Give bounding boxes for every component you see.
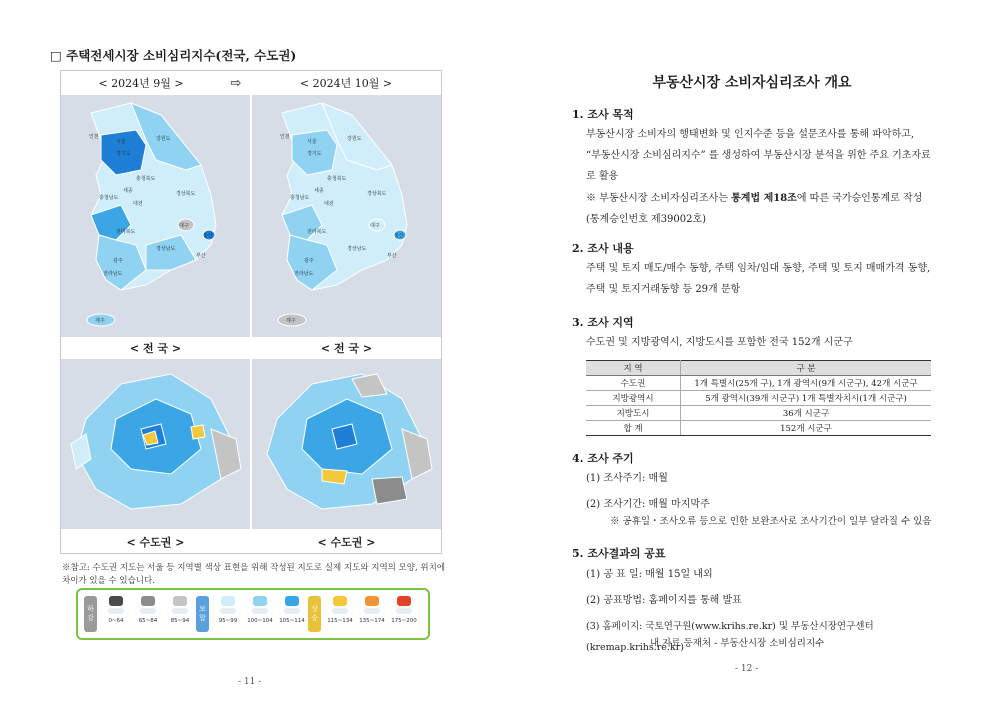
legend-swatch: [246, 596, 274, 624]
section-body-purpose: 부동산시장 소비자의 행태변화 및 인지수준 등을 설문조사를 통해 파악하고, “부동산시장 소비심리지수” 를 생성하여 부동산시장 분석을 위한 주요 기초자료로 활용: [586, 129, 931, 182]
legend-group-tag: 하 강: [84, 596, 97, 632]
section-body-region: 수도권 및 지방광역시, 지방도시를 포함한 전국 152개 시군구: [586, 337, 853, 348]
map-label-gyeongbuk: 경상북도: [176, 191, 196, 197]
section-heading-publication: 5. 조사결과의 공표: [572, 547, 666, 560]
legend-range-label: 65~84: [138, 618, 158, 624]
table-cell: 합 계: [586, 421, 681, 436]
map-label-gyeongbuk: 경상북도: [367, 191, 387, 197]
table-cell: 수도권: [586, 376, 681, 391]
map-label-incheon: 인천: [280, 134, 290, 140]
note-text-suffix: 에 따른 국가승인통계로 작성 (통계승인번호 제39002호): [586, 193, 923, 225]
caption-national-september: < 전 국 >: [61, 337, 250, 359]
map-label-seoul: 서울: [116, 139, 126, 145]
section-body-content: 주택 및 토지 매도/매수 동향, 주택 임차/임대 동향, 주택 및 토지 매매가격 동향, 주택 및 토지거래동향 등 29개 문항: [586, 263, 931, 295]
cloud-icon: [364, 608, 380, 614]
cycle-item-2: (2) 조사기간: 매월 마지막주: [586, 499, 710, 510]
legend-swatch: [134, 596, 162, 624]
legend-range-label: 0~64: [108, 618, 124, 624]
legend-swatch: [326, 596, 354, 624]
legend-range-label: 175~200: [391, 618, 417, 624]
caption-capital-september: < 수도권 >: [61, 531, 250, 553]
note-text-prefix: ※ 부동산시장 소비자심리조사는: [586, 193, 732, 204]
legend-range-label: 85~94: [170, 618, 190, 624]
legend-range-label: 115~134: [327, 618, 353, 624]
table-row: [586, 391, 931, 406]
table-cell: 152개 시군구: [681, 421, 932, 436]
publication-sub: 내 자료 등재처 - 부동산시장 소비심리지수: [650, 638, 825, 649]
map-panel: [60, 70, 442, 554]
legend-group-tag: 상 승: [308, 596, 321, 632]
map-label-daejeon: 대전: [133, 201, 143, 207]
weather-icon: [173, 596, 187, 606]
map-label-seoul: 서울: [307, 139, 317, 145]
weather-icon: [333, 596, 347, 606]
legend-swatch: [390, 596, 418, 624]
cycle-note: ※ 공휴일・조사오류 등으로 인한 보완조사로 조사기간이 일부 달라질 수 있음: [610, 516, 932, 527]
map-label-chungnam: 충청남도: [290, 195, 310, 201]
map-label-chungbuk: 충청북도: [136, 176, 156, 182]
cloud-icon: [172, 608, 188, 614]
map-label-jeju: 제주: [95, 318, 105, 324]
color-legend: [76, 588, 430, 640]
map-label-jeonbuk: 전라북도: [116, 229, 136, 235]
legend-swatch: [278, 596, 306, 624]
national-map-october: [252, 95, 441, 337]
map-label-incheon: 인천: [89, 134, 99, 140]
table-row: [586, 406, 931, 421]
map-label-daejeon: 대전: [324, 201, 334, 207]
page-number-left: - 11 -: [238, 677, 262, 687]
weather-icon: [141, 596, 155, 606]
right-page-title: 부동산시장 소비자심리조사 개요: [652, 75, 852, 91]
legend-swatch: [102, 596, 130, 624]
section-heading-purpose: 1. 조사 목적: [572, 108, 634, 121]
map-label-jeonnam: 전라남도: [103, 271, 123, 277]
map-note: ※참고: 수도권 지도는 서울 등 지역별 색상 표현을 위해 작성된 지도로 실제 지도와 지역의 모양, 위치에 차이가 있을 수 있습니다.: [62, 563, 446, 586]
cycle-item-1: (1) 조사주기: 매월: [586, 473, 668, 484]
map-label-chungbuk: 충청북도: [327, 176, 347, 182]
cloud-icon: [284, 608, 300, 614]
map-label-ulsan: 울산: [203, 233, 213, 239]
caption-capital-october: < 수도권 >: [252, 531, 441, 553]
page-number-right: - 12 -: [735, 664, 759, 674]
map-label-busan: 부산: [387, 253, 397, 259]
weather-icon: [285, 596, 299, 606]
capital-map-september: [61, 359, 250, 529]
map-label-busan: 부산: [196, 253, 206, 259]
map-label-jeonnam: 전라남도: [294, 271, 314, 277]
cloud-icon: [396, 608, 412, 614]
legend-range-label: 100~104: [247, 618, 273, 624]
section-heading-region: 3. 조사 지역: [572, 316, 634, 329]
map-label-gwangju: 광주: [304, 258, 314, 264]
table-cell: 1개 특별시(25개 구), 1개 광역시(9개 시군구), 42개 시군구: [681, 376, 932, 391]
month-label-october: < 2024년 10월 >: [299, 77, 393, 90]
table-header-region: 지 역: [586, 361, 681, 376]
section-heading-cycle: 4. 조사 주기: [572, 452, 634, 465]
legend-swatch-group: [102, 596, 194, 624]
caption-national-october: < 전 국 >: [252, 337, 441, 359]
map-label-gyeonggi: 경기도: [307, 151, 322, 157]
legend-range-label: 105~114: [279, 618, 305, 624]
cloud-icon: [220, 608, 236, 614]
table-cell: 지방도시: [586, 406, 681, 421]
legend-swatch: [214, 596, 242, 624]
publication-item-3: (3) 홈페이지: 국토연구원(www.krihs.re.kr) 및 부동산시장연구센터(kremap.krihs.re.kr): [586, 621, 874, 653]
weather-icon: [397, 596, 411, 606]
map-label-daegu: 대구: [370, 223, 380, 229]
legend-swatch: [358, 596, 386, 624]
map-label-jeonbuk: 전라북도: [307, 229, 327, 235]
cloud-icon: [252, 608, 268, 614]
cloud-icon: [108, 608, 124, 614]
map-label-jeju: 제주: [286, 318, 296, 324]
map-label-gyeongnam: 경상남도: [347, 246, 367, 252]
legend-swatch: [166, 596, 194, 624]
weather-icon: [253, 596, 267, 606]
table-row: [586, 421, 931, 436]
table-cell: 지방광역시: [586, 391, 681, 406]
weather-icon: [109, 596, 123, 606]
map-label-chungnam: 충청남도: [99, 195, 119, 201]
weather-icon: [221, 596, 235, 606]
map-label-daegu: 대구: [179, 223, 189, 229]
map-label-gangwon: 강원도: [347, 136, 362, 142]
map-label-sejong: 세종: [123, 188, 133, 194]
map-label-gangwon: 강원도: [156, 136, 171, 142]
weather-icon: [365, 596, 379, 606]
arrow-right-icon: ⇨: [230, 75, 242, 91]
national-map-september: [61, 95, 250, 337]
map-label-sejong: 세종: [314, 188, 324, 194]
table-row: [586, 376, 931, 391]
table-cell: 5개 광역시(39개 시군구) 1개 특별자치시(1개 시군구): [681, 391, 932, 406]
capital-map-october: [252, 359, 441, 529]
map-label-gyeongnam: 경상남도: [156, 246, 176, 252]
note-text-bold: 통계법 제18조: [731, 193, 797, 204]
map-label-gyeonggi: 경기도: [116, 151, 131, 157]
cloud-icon: [332, 608, 348, 614]
section-note-purpose: [586, 188, 932, 230]
cloud-icon: [140, 608, 156, 614]
legend-range-label: 95~99: [218, 618, 238, 624]
legend-swatch-group: [326, 596, 418, 624]
legend-group-tag: 보 합: [196, 596, 209, 632]
table-header-category: 구 분: [681, 361, 932, 376]
table-header-row: [586, 361, 931, 376]
map-label-gwangju: 광주: [113, 258, 123, 264]
map-label-ulsan: 울산: [394, 233, 404, 239]
legend-range-label: 135~174: [359, 618, 385, 624]
region-table: [586, 360, 931, 436]
left-page-title: □ 주택전세시장 소비심리지수(전국, 수도권): [50, 48, 297, 63]
legend-swatch-group: [214, 596, 306, 624]
section-heading-content: 2. 조사 내용: [572, 242, 634, 255]
publication-item-2: (2) 공표방법: 홈페이지를 통해 발표: [586, 595, 742, 606]
table-cell: 36개 시군구: [681, 406, 932, 421]
publication-item-1: (1) 공 표 일: 매월 15일 내외: [586, 569, 713, 580]
month-label-september: < 2024년 9월 >: [98, 77, 184, 90]
